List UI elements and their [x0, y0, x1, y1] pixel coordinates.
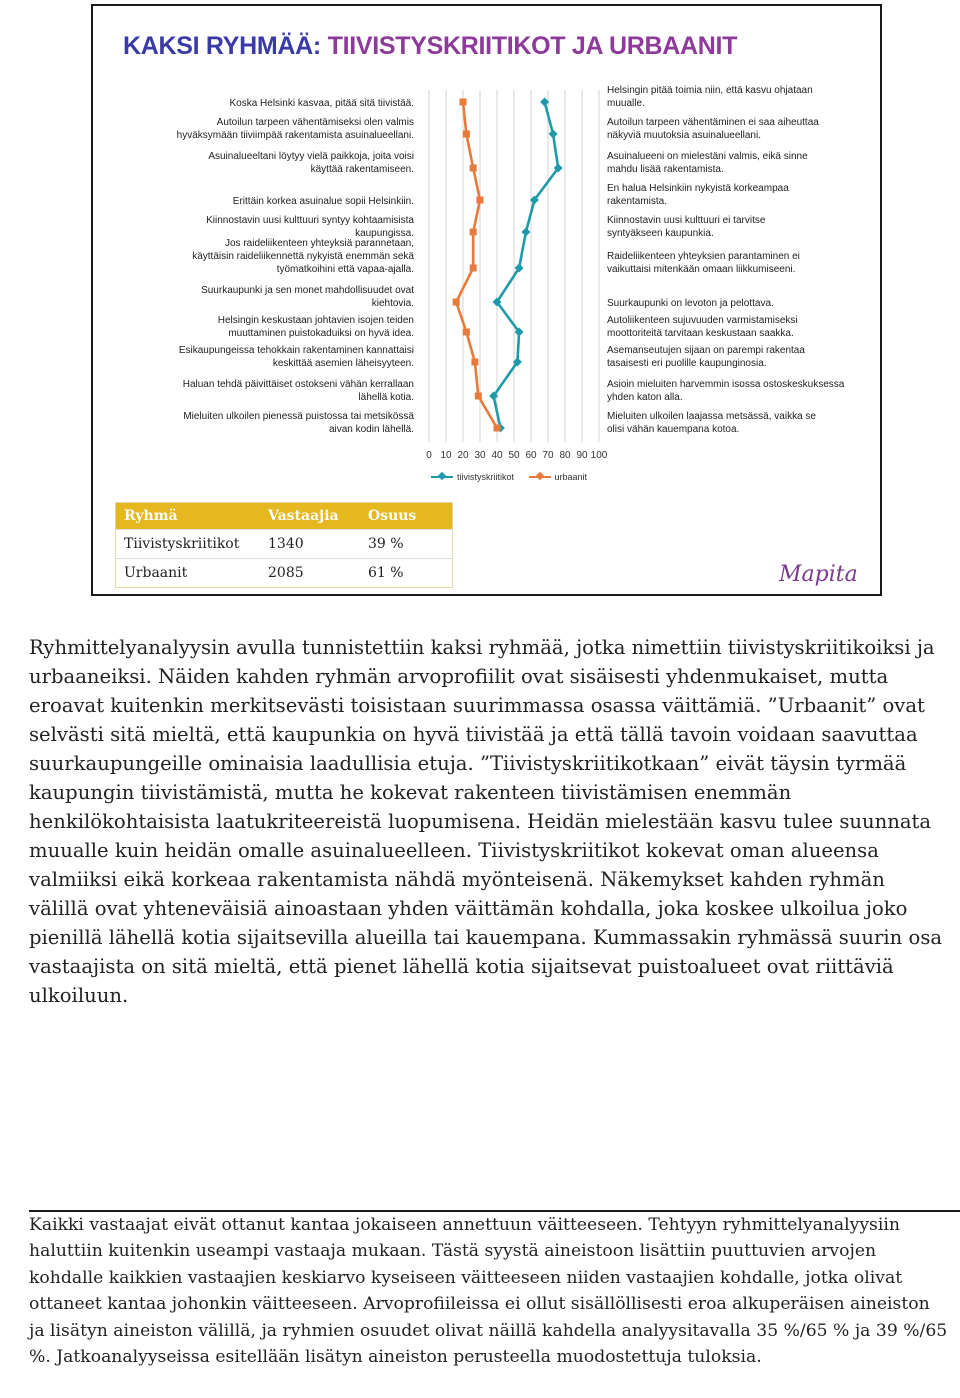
statement-label: Mieluiten ulkoilen pienessä puistossa tai metsikössä aivan kodin lähellä. [183, 411, 414, 435]
statement-label: Autoilun tarpeen vähentämiseksi olen valmis hyväksymään tiiviimpää rakentamista asuinalueellani. [176, 117, 414, 141]
table-header-cell: Osuus [360, 503, 453, 530]
x-tick-label: 40 [491, 450, 503, 461]
x-tick-label: 30 [474, 450, 486, 461]
table-row [116, 530, 453, 559]
statement-label: Haluan tehdä päivittäiset ostokseni vähän kerrallaan lähellä kotia. [182, 379, 414, 403]
chart-x-ticks [426, 450, 608, 461]
data-point-urbaanit [463, 329, 470, 336]
statement-label: En halua Helsinkiin nykyistä korkeampaa rakentamista. [607, 183, 789, 207]
body-paragraph: Ryhmittelyanalyysin avulla tunnistettiin kaksi ryhmää, jotka nimettiin tiivistyskriitikoiksi ja urbaaneiksi. Näiden kahden ryhmän arvoprofiilit ovat sisäisesti yhdenmukaiset, mutta eroavat kuitenkin merkitsevästi toisistaan suurimmassa osassa väittämiä. ”Urbaanit” ovat selvästi sitä mieltä, että kaupunkia on hyvä tiivistää ja että tällä tavoin voidaan saavuttaa suurkaupungeille ominaisia laadullisia etuja. ”Tiivistyskriitikotkaan” eivät täysin tyrmää kaupungin tiivistämistä, mutta he kokevat rakenteen tiivistämisen enemmän henkilökohtaisista laatukriteereistä luopumisena. Heidän mielestään kasvu tulee suunnata muualle kuin heidän omalle asuinalueelleen. Tiivistyskriitikot kokevat oman alueensa valmiiksi eikä korkeaa rakentamista nähdä myönteisenä. Näkemykset kahden ryhmän välillä ovat yhteneväisiä ainoastaan yhden väittämän kohdalla, joka koskee ulkoilua joko pienillä lähellä kotia sijaitsevilla alueilla tai kauempana. Kummassakin ryhmässä suurin osa vastaajista on sitä mieltä, että pienet lähellä kotia sijaitsevat puistoalueet ovat riittäviä ulkoiluun. [29, 636, 943, 1007]
chart-grid [429, 90, 599, 442]
statement-label: Asemanseutujen sijaan on parempi rakentaa tasaisesti eri puolille kaupunginosia. [607, 345, 805, 369]
chart-title-part1: KAKSI RYHMÄÄ: [123, 32, 321, 60]
data-point-urbaanit [470, 265, 477, 272]
table-row [116, 559, 453, 588]
x-tick-label: 10 [440, 450, 452, 461]
data-point-urbaanit [470, 165, 477, 172]
statement-label: Erittäin korkea asuinalue sopii Helsinkiin. [232, 196, 414, 207]
table-header-cell: Ryhmä [116, 503, 261, 530]
chart-title-part2: TIIVISTYSKRIITIKOT JA URBAANIT [327, 32, 738, 60]
statement-label: Helsingin pitää toimia niin, että kasvu ohjataan muualle. [607, 85, 813, 109]
statement-label: Jos raideliikenteen yhteyksiä parannetaan, käyttäisin raideliikennettä nykyistä enemmän sekä työmatkoihini että vapaa-ajalla. [192, 238, 414, 275]
data-point-urbaanit [494, 425, 501, 432]
statement-label: Suurkaupunki ja sen monet mahdollisuudet ovat kiehtovia. [201, 285, 414, 309]
chart-series [453, 98, 563, 433]
chart-figure [91, 4, 882, 596]
statement-label: Asuinalueeltani löytyy vielä paikkoja, joita voisi käyttää rakentamiseen. [208, 151, 414, 175]
statement-label: Raideliikenteen yhteyksien parantaminen ei vaikuttaisi mitenkään omaan liikkumiseeni. [607, 251, 800, 275]
x-tick-label: 80 [559, 450, 571, 461]
x-tick-label: 20 [457, 450, 469, 461]
series-line-tiivistyskriitikot [494, 102, 559, 428]
data-point-urbaanit [477, 197, 484, 204]
group-table [115, 502, 453, 588]
x-tick-label: 60 [525, 450, 537, 461]
legend-label-tiivistyskriitikot: tiivistyskriitikot [457, 472, 515, 482]
data-point-tiivistyskriitikot [521, 228, 530, 237]
data-point-urbaanit [460, 99, 467, 106]
statement-label: Autoilun tarpeen vähentäminen ei saa aiheuttaa näkyviä muutoksia asuinalueellani. [607, 117, 819, 141]
statement-label: Koska Helsinki kasvaa, pitää sitä tiivistää. [229, 98, 414, 109]
statement-label: Kiinnostavin uusi kulttuuri syntyy kohtaamisista kaupungissa. [206, 215, 414, 239]
statement-label: Suurkaupunki on levoton ja pelottava. [607, 298, 774, 309]
data-point-urbaanit [463, 131, 470, 138]
x-tick-label: 0 [426, 450, 432, 461]
table-cell: 61 % [360, 559, 453, 588]
data-point-tiivistyskriitikot [549, 130, 558, 139]
footnote-paragraph: Kaikki vastaajat eivät ottanut kantaa jokaiseen annettuun väitteeseen. Tehtyyn ryhmittelyanalyysiin haluttiin kuitenkin useampi vastaaja mukaan. Tästä syystä aineistoon lisättiin puuttuvien arvojen kohdalle kaikkien vastaajien keskiarvo kyseiseen väitteeseen niiden vastaajien kohdalle, jotka olivat ottaneet kantaa johonkin väitteeseen. Arvoprofiileissa ei ollut sisällöllisesti eroa alkuperäisen aineiston ja lisätyn aineiston välillä, ja ryhmien osuudet olivat näillä kahdella analyysitavalla 35 %/65 % ja 39 %/65 %. Jatkoanalyyseissa esitellään lisätyn aineiston perusteella muodostettuja tuloksia. [29, 1215, 948, 1368]
statement-label: Autoliikenteen sujuvuuden varmistamiseksi moottoriteitä tarvitaan keskustaan saakka. [607, 315, 798, 339]
statement-label: Mieluiten ulkoilen laajassa metsässä, vaikka se olisi vähän kauempana kotoa. [607, 411, 816, 435]
table-header-cell: Vastaajia [260, 503, 360, 530]
legend-swatch-tiivistyskriitikot [431, 476, 453, 478]
statement-label: Helsingin keskustaan johtavien isojen teiden muuttaminen puistokaduiksi on hyvä idea. [217, 315, 414, 339]
table-cell: 39 % [360, 530, 453, 559]
data-point-urbaanit [471, 359, 478, 366]
legend-label-urbaanit: urbaanit [554, 472, 588, 482]
statement-label: Esikaupungeissa tehokkain rakentaminen kannattaisi keskittää asemien läheisyyteen. [178, 345, 414, 369]
statement-label: Asuinalueeni on mielestäni valmis, eikä sinne mahdu lisää rakentamista. [607, 151, 808, 175]
group-table-header [116, 503, 453, 530]
statement-label: Kiinnostavin uusi kulttuuri ei tarvitse syntyäkseen kaupunkia. [607, 215, 766, 239]
legend-item-tiivistyskriitikot [431, 472, 514, 482]
chart-legend [431, 470, 599, 482]
table-cell: Urbaanit [116, 559, 261, 588]
mapita-logo: Mapita [779, 562, 858, 587]
data-point-urbaanit [470, 229, 477, 236]
data-point-urbaanit [475, 393, 482, 400]
data-point-urbaanit [453, 299, 460, 306]
legend-item-urbaanit [529, 472, 588, 482]
x-tick-label: 50 [508, 450, 520, 461]
table-cell: 1340 [260, 530, 360, 559]
table-cell: 2085 [260, 559, 360, 588]
x-tick-label: 100 [590, 450, 608, 461]
statement-label: Asioin mieluiten harvemmin isossa ostoskeskuksessa yhden katon alla. [607, 379, 845, 403]
legend-swatch-urbaanit [529, 476, 551, 478]
x-tick-label: 70 [542, 450, 554, 461]
x-tick-label: 90 [576, 450, 588, 461]
table-cell: Tiivistyskriitikot [116, 530, 261, 559]
